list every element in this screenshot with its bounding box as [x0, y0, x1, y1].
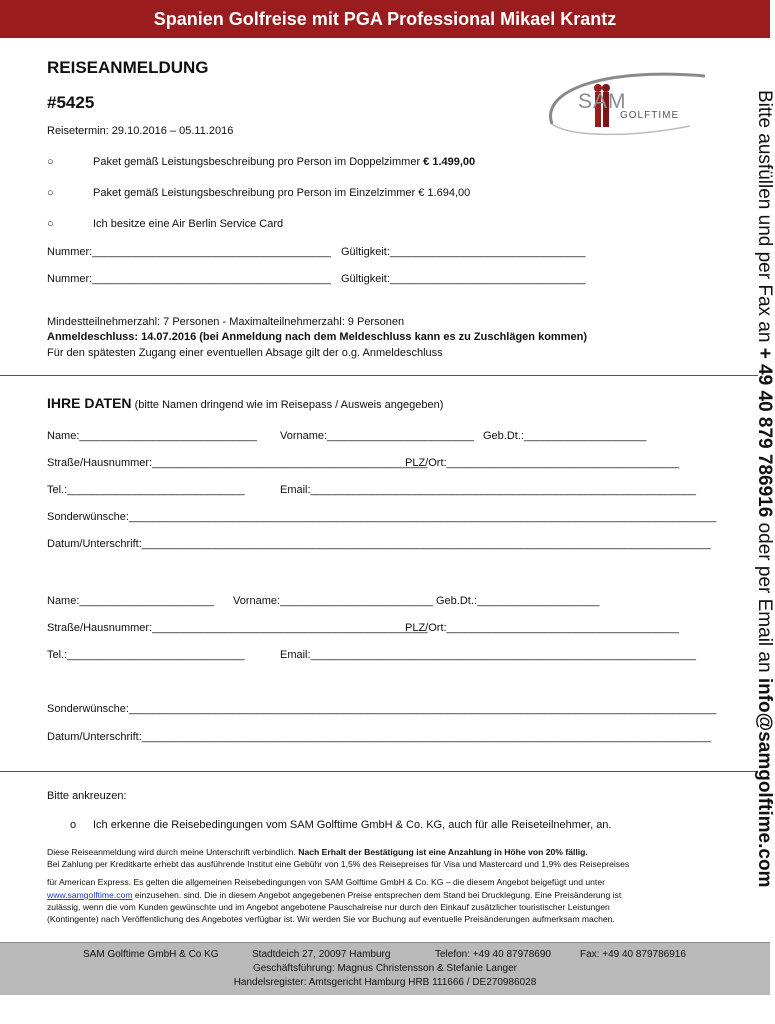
logo-brand-top: SAM	[578, 90, 627, 113]
fine-line-4	[47, 890, 621, 900]
zugang-info: Für den spätesten Zugang einer eventuellen Absage gilt der o.g. Anmeldeschluss	[47, 347, 443, 359]
p1-name-field[interactable]: Name:_____________________________	[47, 430, 257, 442]
option-doppelzimmer-text: Paket gemäß Leistungsbeschreibung pro Person im Doppelzimmer	[93, 156, 424, 168]
fine-line-1a: Diese Reiseanmeldung wird durch meine Unterschrift verbindlich.	[47, 847, 299, 857]
p1-email-field[interactable]: Email:_______________________________________________________________	[280, 484, 696, 496]
p2-tel-field[interactable]: Tel.:_____________________________	[47, 649, 245, 661]
agree-label: Ich erkenne die Reisebedingungen vom SAM Golftime GmbH & Co. KG, auch für alle Reiseteilnehmer, an.	[93, 819, 612, 831]
daten-hint: (bitte Namen dringend wie im Reisepass / Ausweis angegeben)	[131, 399, 444, 411]
p2-gebdt-field[interactable]: Geb.Dt.:____________________	[436, 595, 600, 607]
p2-plz-field[interactable]: PLZ/Ort:______________________________________	[405, 622, 680, 634]
p1-tel-field[interactable]: Tel.:_____________________________	[47, 484, 245, 496]
p2-strasse-field[interactable]: Straße/Hausnummer:_____________________________________________	[47, 622, 428, 634]
fine-line-6: (Kontingente) nach Veröffentlichung des Angebotes verfügbar ist. Wir werden Sie vor Buchung auf eventuelle Preisänderungen aufmerksam machen.	[47, 914, 615, 924]
fine-line-3: für American Express. Es gelten die allgemeinen Reisebedingungen von SAM Golftime GmbH & Co. KG – die diesem Angebot beigefügt und unter	[47, 877, 605, 887]
daten-heading: IHRE DATEN	[47, 395, 132, 411]
website-link[interactable]: www.samgolftime.com	[47, 890, 133, 900]
p1-gebdt-field[interactable]: Geb.Dt.:____________________	[483, 430, 647, 442]
fine-line-1	[47, 847, 588, 857]
footer-register: Handelsregister: Amtsgericht Hamburg HRB 111666 / DE270986028	[233, 977, 537, 988]
side-fax: + 49 40 879 786916	[754, 347, 775, 518]
fine-line-1b: Nach Erhalt der Bestätigung ist eine Anzahlung in Höhe von 20% fällig.	[298, 847, 588, 857]
sam-golftime-logo	[540, 62, 710, 144]
option-servicecard-label: Ich besitze eine Air Berlin Service Card	[93, 218, 284, 230]
p1-sonder-field[interactable]: Sonderwünsche:________________________________________________________________________________________________	[47, 511, 717, 523]
form-number: #5425	[47, 93, 95, 112]
p2-vorname-field[interactable]: Vorname:_________________________	[233, 595, 434, 607]
option-doppelzimmer-label	[93, 156, 475, 168]
footer-management: Geschäftsführung: Magnus Christensson & Stefanie Langer	[252, 963, 518, 974]
agree-checkbox[interactable]: o	[70, 819, 77, 831]
card-number-field-1[interactable]: Nummer:_______________________________________	[47, 246, 331, 258]
footer-phone: Telefon: +49 40 87978690	[435, 949, 551, 960]
fine-line-2: Bei Zahlung per Kreditkarte erhebt das ausführende Institut eine Gebühr von 1,5% des Reisepreises für Visa und Mastercard und 1,9% des Reisepreises	[47, 859, 630, 869]
p1-vorname-field[interactable]: Vorname:________________________	[280, 430, 474, 442]
option-doppelzimmer-price: € 1.499,00	[423, 156, 476, 168]
side-email[interactable]: info@samgolftime.com	[754, 677, 775, 888]
side-instruction	[745, 90, 775, 930]
p1-strasse-field[interactable]: Straße/Hausnummer:_____________________________________________	[47, 457, 428, 469]
fine-line-5: zulässig, wenn die vom Kunden gewünschte und im Angebot angebotene Pauschalreise nur durch den Einkauf zusätzlicher touristischer Leistungen	[47, 902, 610, 912]
card-number-field-2[interactable]: Nummer:_______________________________________	[47, 273, 331, 285]
card-validity-field-1[interactable]: Gültigkeit:________________________________	[341, 246, 586, 258]
footer-address: Stadtdeich 27, 20097 Hamburg	[252, 949, 391, 960]
p2-sonder-field[interactable]: Sonderwünsche:________________________________________________________________________________________________	[47, 703, 717, 715]
page-footer	[0, 942, 770, 995]
side-instruction-text	[753, 90, 775, 887]
side-middle: oder per Email an	[754, 517, 775, 678]
divider	[0, 771, 758, 772]
footer-fax: Fax: +49 40 879786916	[580, 949, 686, 960]
daten-heading-row	[47, 395, 443, 413]
p2-datum-field[interactable]: Datum/Unterschrift:_____________________________________________________________________________________________	[47, 731, 711, 743]
divider	[0, 375, 758, 376]
side-prefix: Bitte ausfüllen und per Fax an	[754, 90, 775, 348]
p2-name-field[interactable]: Name:______________________	[47, 595, 214, 607]
card-validity-field-2[interactable]: Gültigkeit:________________________________	[341, 273, 586, 285]
footer-company: SAM Golftime GmbH & Co KG	[83, 949, 219, 960]
reisetermin: Reisetermin: 29.10.2016 – 05.11.2016	[47, 125, 234, 137]
option-servicecard-radio[interactable]: ○	[47, 218, 54, 230]
option-einzelzimmer-radio[interactable]: ○	[47, 187, 54, 199]
teilnehmer-info: Mindestteilnehmerzahl: 7 Personen - Maximalteilnehmerzahl: 9 Personen	[47, 316, 405, 328]
logo-brand-bottom: GOLFTIME	[620, 110, 680, 121]
p2-email-field[interactable]: Email:_______________________________________________________________	[280, 649, 696, 661]
banner-title: Spanien Golfreise mit PGA Professional Mikael Krantz	[153, 8, 617, 29]
agree-title: Bitte ankreuzen:	[47, 790, 127, 802]
page-banner	[0, 0, 770, 38]
p1-datum-field[interactable]: Datum/Unterschrift:_____________________________________________________________________________________________	[47, 538, 711, 550]
option-einzelzimmer-label: Paket gemäß Leistungsbeschreibung pro Person im Einzelzimmer € 1.694,00	[93, 187, 471, 199]
option-doppelzimmer-radio[interactable]: ○	[47, 156, 54, 168]
fine-line-4-text: einzusehen. sind. Die in diesem Angebot angegebenen Preise entsprechen dem Stand bei Drucklegung. Eine Preisänderung ist	[132, 890, 622, 900]
form-heading: REISEANMELDUNG	[47, 58, 209, 77]
p1-plz-field[interactable]: PLZ/Ort:______________________________________	[405, 457, 680, 469]
anmeldeschluss-info: Anmeldeschluss: 14.07.2016 (bei Anmeldung nach dem Meldeschluss kann es zu Zuschlägen kommen)	[47, 331, 587, 343]
